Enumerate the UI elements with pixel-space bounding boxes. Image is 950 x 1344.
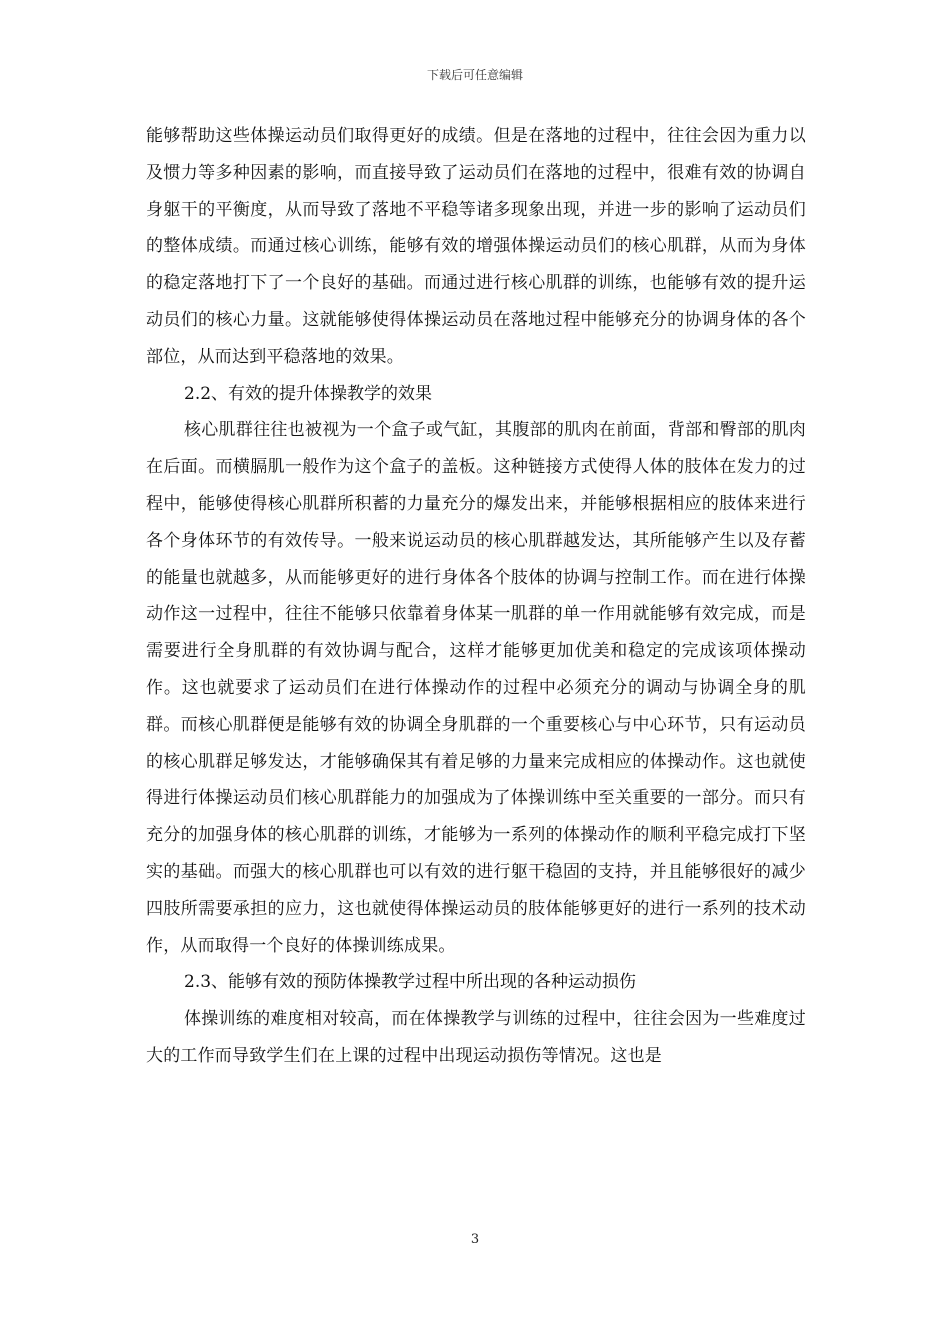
document-body: [146, 118, 806, 1075]
paragraph-injury-prevention: 体操训练的难度相对较高，而在体操教学与训练的过程中，往往会因为一些难度过大的工作而导致学生们在上课的过程中出现运动损伤等情况。这也是: [146, 1009, 806, 1066]
section-heading-2-2: 2.2、有效的提升体操教学的效果: [184, 383, 433, 404]
section-heading-2-3: 2.3、能够有效的预防体操教学过程中所出现的各种运动损伤: [184, 972, 637, 993]
paragraph-landing-stability: 能够帮助这些体操运动员们取得更好的成绩。但是在落地的过程中，往往会因为重力以及惯力等多种因素的影响，而直接导致了运动员们在落地的过程中，很难有效的协调自身躯干的平衡度，从而导致了落地不平稳等诸多现象出现，并进一步的影响了运动员们的整体成绩。而通过核心训练，能够有效的增强体操运动员们的核心肌群，从而为身体的稳定落地打下了一个良好的基础。而通过进行核心肌群的训练，也能够有效的提升运动员们的核心力量。这就能够使得体操运动员在落地过程中能够充分的协调身体的各个部位，从而达到平稳落地的效果。: [146, 126, 806, 367]
page-number: 3: [470, 1232, 480, 1247]
paragraph-core-muscles: 核心肌群往往也被视为一个盒子或气缸，其腹部的肌肉在前面，背部和臀部的肌肉在后面。而横膈肌一般作为这个盒子的盖板。这种链接方式使得人体的肢体在发力的过程中，能够使得核心肌群所积蓄的力量充分的爆发出来，并能够根据相应的肢体来进行各个身体环节的有效传导。一般来说运动员的核心肌群越发达，其所能够产生以及存蓄的能量也就越多，从而能够更好的进行身体各个肢体的协调与控制工作。而在进行体操动作这一过程中，往往不能够只依靠着身体某一肌群的单一作用就能够有效完成，而是需要进行全身肌群的有效协调与配合，这样才能够更加优美和稳定的完成该项体操动作。这也就要求了运动员们在进行体操动作的过程中必须充分的调动与协调全身的肌群。而核心肌群便是能够有效的协调全身肌群的一个重要核心与中心环节，只有运动员的核心肌群足够发达，才能够确保其有着足够的力量来完成相应的体操动作。这也就使得进行体操运动员们核心肌群能力的加强成为了体操训练中至关重要的一部分。而只有充分的加强身体的核心肌群的训练，才能够为一系列的体操动作的顺利平稳完成打下坚实的基础。而强大的核心肌群也可以有效的进行躯干稳固的支持，并且能够很好的减少四肢所需要承担的应力，这也就使得体操运动员的肢体能够更好的进行一系列的技术动作，从而取得一个良好的体操训练成果。: [146, 420, 806, 956]
page-header: 下载后可任意编辑: [426, 68, 523, 82]
